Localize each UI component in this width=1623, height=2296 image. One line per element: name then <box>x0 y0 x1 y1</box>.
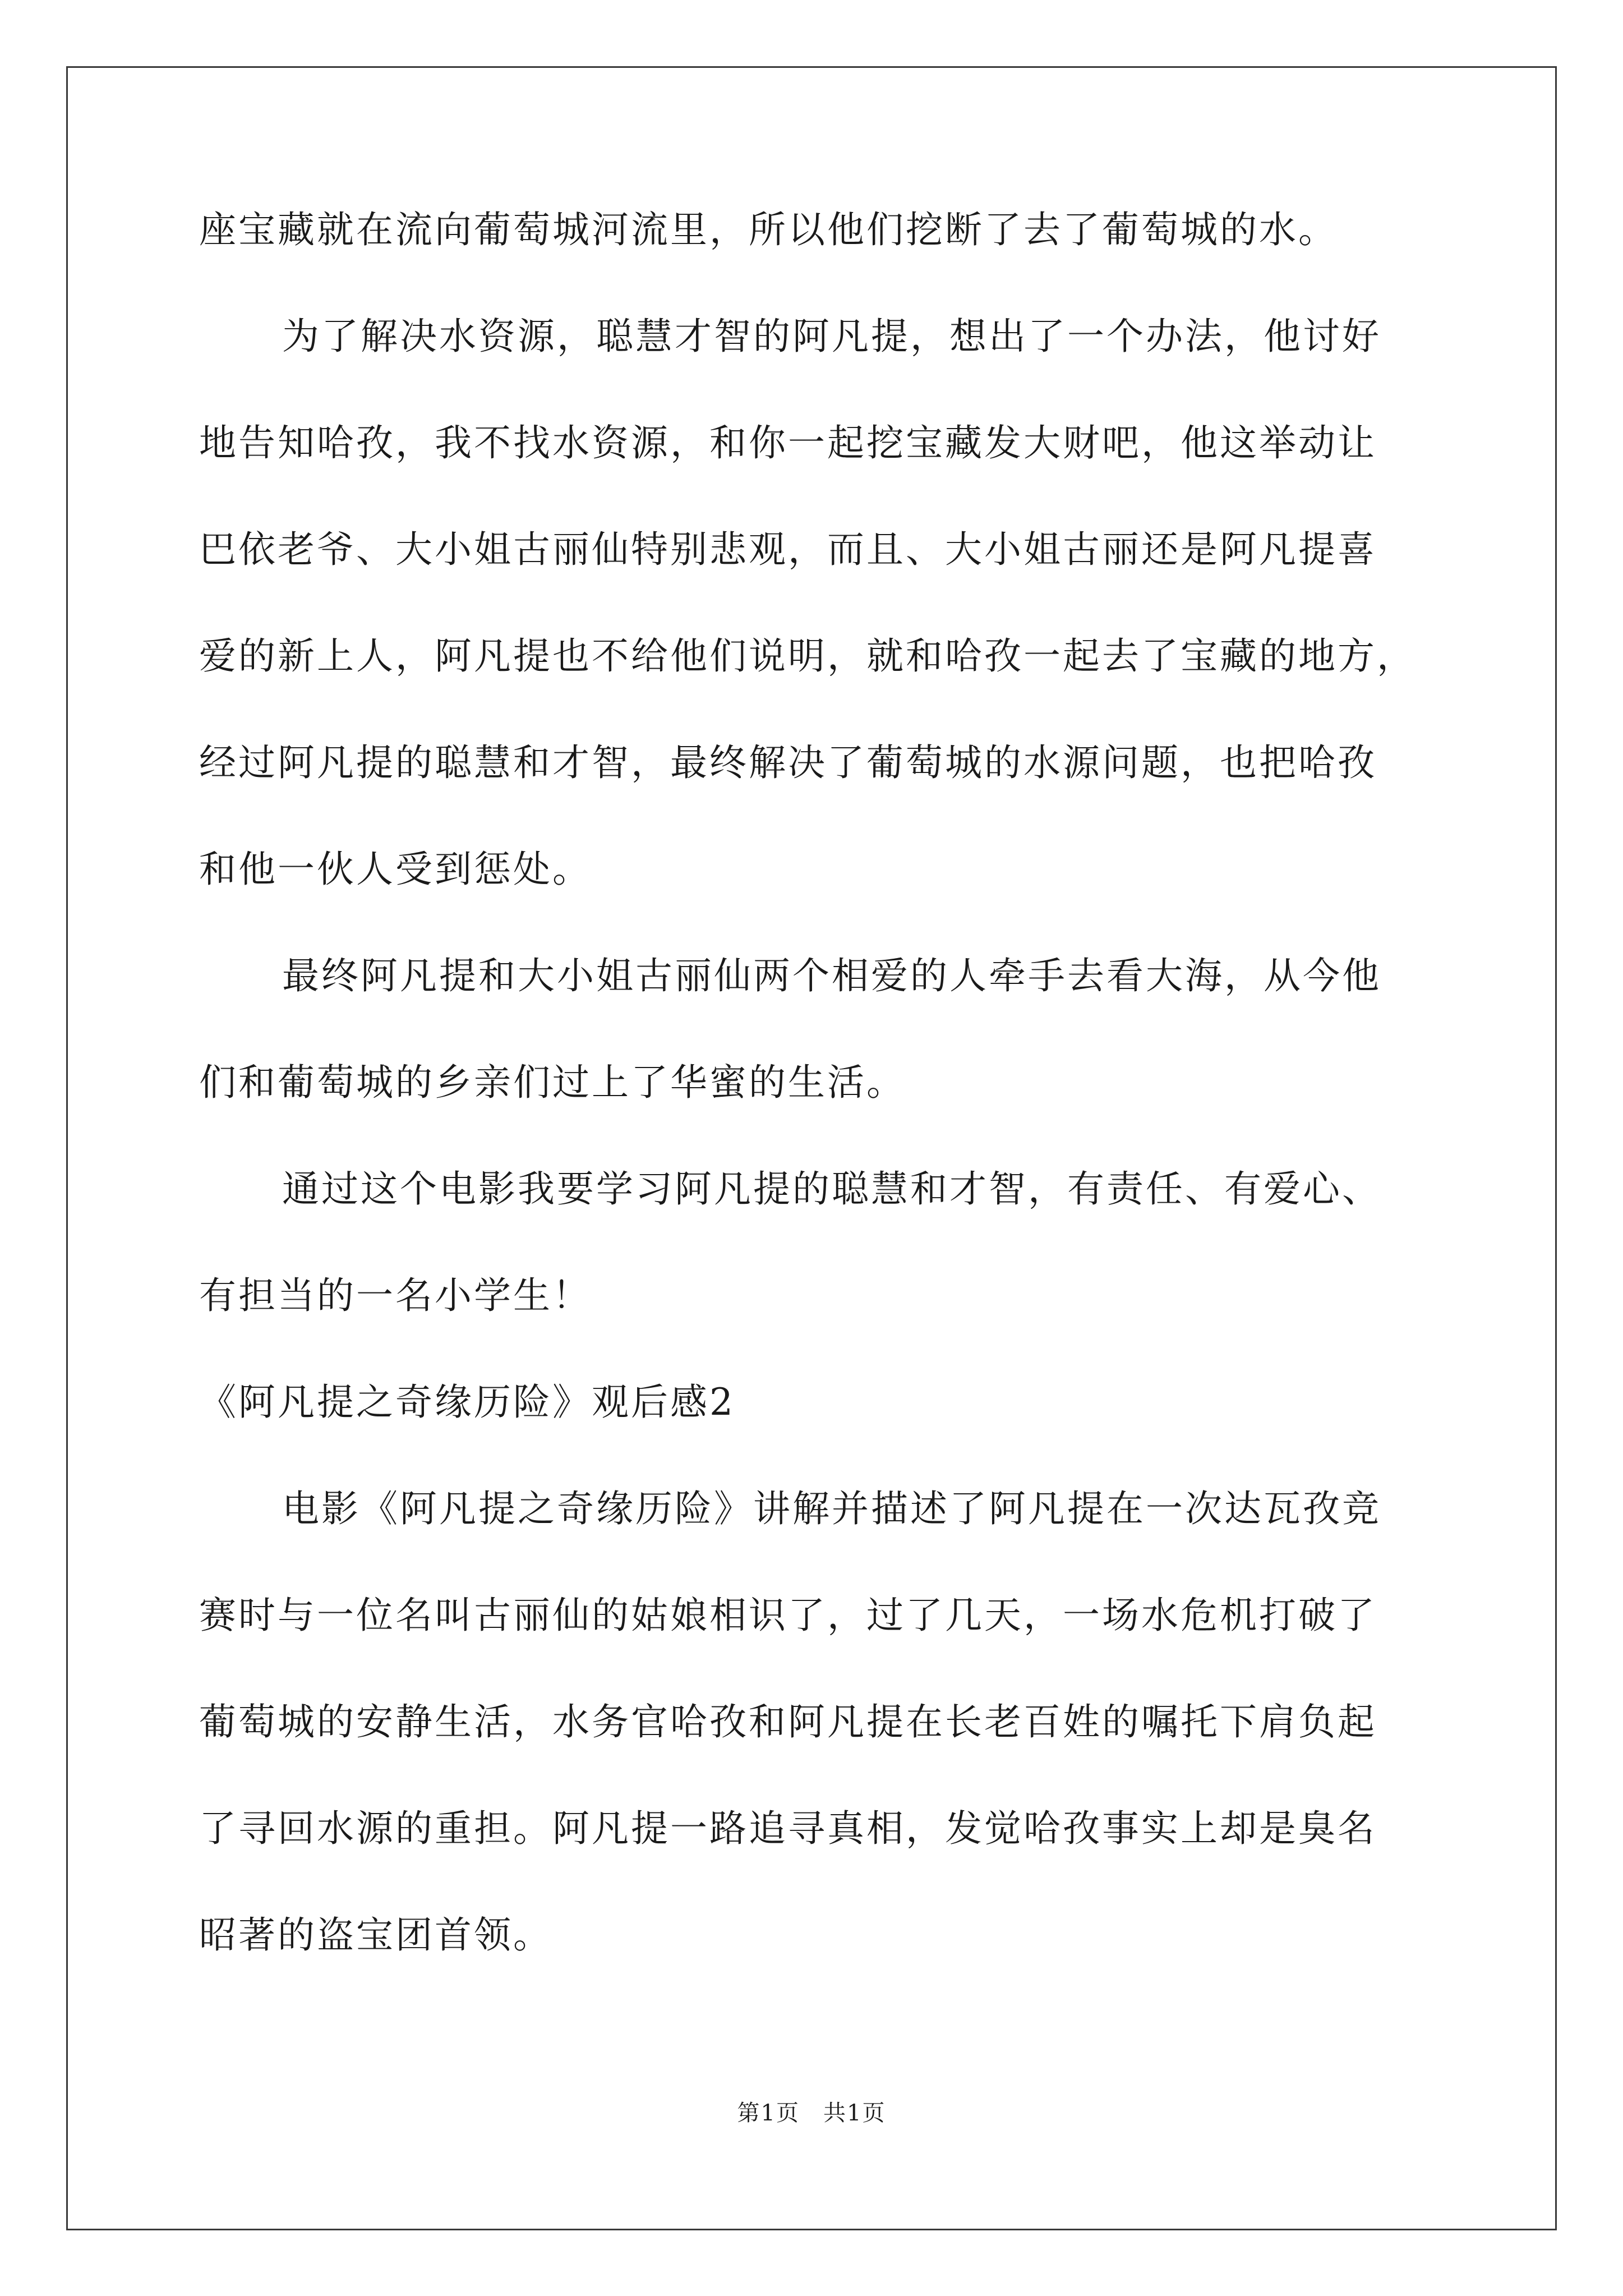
section-heading: 《阿凡提之奇缘历险》观后感2 <box>199 1381 735 1424</box>
page-footer: 第1页 共1页 <box>737 2100 886 2126</box>
text-line: 座宝藏就在流向葡萄城河流里，所以他们挖断了去了葡萄城的水。 <box>199 208 1338 251</box>
text-line: 经过阿凡提的聪慧和才智，最终解决了葡萄城的水源问题，也把哈孜 <box>199 741 1377 784</box>
text-line: 爱的新上人，阿凡提也不给他们说明，就和哈孜一起去了宝藏的地方， <box>199 634 1416 678</box>
text-line: 电影《阿凡提之奇缘历险》讲解并描述了阿凡提在一次达瓦孜竞 <box>282 1487 1381 1530</box>
page-border <box>66 66 1557 2230</box>
text-line: 最终阿凡提和大小姐古丽仙两个相爱的人牵手去看大海，从今他 <box>282 954 1381 997</box>
text-line: 通过这个电影我要学习阿凡提的聪慧和才智，有责任、有爱心、 <box>282 1167 1381 1211</box>
text-line: 昭著的盗宝团首领。 <box>199 1913 552 1957</box>
text-line: 地告知哈孜，我不找水资源，和你一起挖宝藏发大财吧，他这举动让 <box>199 421 1377 464</box>
text-line: 巴依老爷、大小姐古丽仙特别悲观，而且、大小姐古丽还是阿凡提喜 <box>199 528 1377 571</box>
text-line: 赛时与一位名叫古丽仙的姑娘相识了，过了几天，一场水危机打破了 <box>199 1594 1377 1637</box>
text-line: 为了解决水资源，聪慧才智的阿凡提，想出了一个办法，他讨好 <box>282 315 1381 358</box>
text-line: 有担当的一名小学生！ <box>199 1274 592 1317</box>
text-line: 葡萄城的安静生活，水务官哈孜和阿凡提在长老百姓的嘱托下肩负起 <box>199 1700 1377 1743</box>
text-line: 和他一伙人受到惩处。 <box>199 848 592 891</box>
text-line: 们和葡萄城的乡亲们过上了华蜜的生活。 <box>199 1061 906 1104</box>
text-line: 了寻回水源的重担。阿凡提一路追寻真相，发觉哈孜事实上却是臭名 <box>199 1807 1377 1850</box>
